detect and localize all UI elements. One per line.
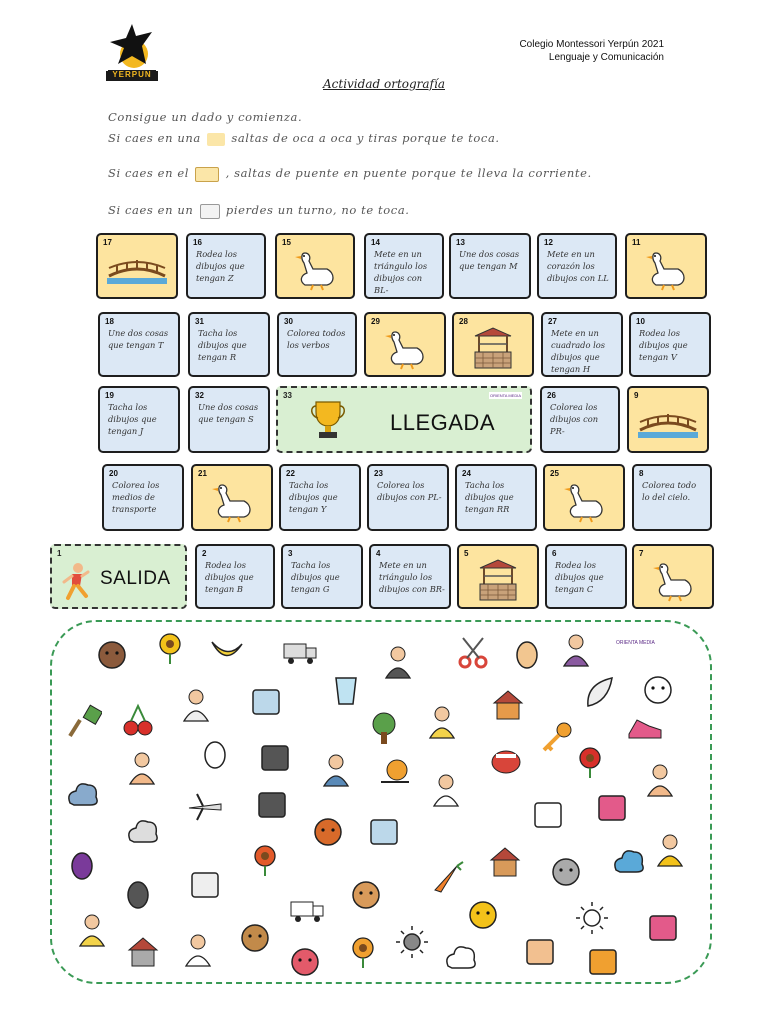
bananas-icon: [208, 634, 244, 670]
instruction-text: , saltas de puente en puente porque te lleva la corriente.: [225, 166, 592, 180]
dog-icon: [348, 877, 384, 913]
horse-icon: [237, 920, 273, 956]
instruction-line-1: Consigue un dado y comienza.: [108, 110, 303, 124]
cell-number: 2: [202, 549, 207, 558]
sunflower-icon: [152, 630, 188, 666]
cell-instruction: Tacha los dibujos que tengan RR: [465, 480, 514, 514]
board-cell-16: [186, 233, 266, 299]
cell-number: 8: [639, 469, 644, 478]
rose-icon: [572, 744, 608, 780]
cell-number: 1: [57, 549, 62, 558]
cell-number: 19: [105, 391, 114, 400]
chess-icon: [254, 787, 290, 823]
board-cell-9: [627, 386, 709, 453]
bench-icon: [585, 944, 621, 980]
board-cell-26: [540, 386, 620, 453]
cell-instruction: Colorea los dibujos con PR-: [550, 402, 599, 436]
paw-icon: [345, 934, 381, 970]
board-cell-20: [102, 464, 184, 531]
board-cell-30: [277, 312, 357, 377]
kitchen-icon: [248, 684, 284, 720]
cell-instruction: Mete en un triángulo los dibujos con BR-: [379, 560, 445, 594]
goose-icon: [207, 133, 225, 146]
rain-icon: [124, 814, 160, 850]
school-name: Colegio Montessori Yerpún 2021: [519, 39, 664, 50]
cell-instruction: Colorea todo lo del cielo.: [642, 480, 697, 502]
cell-number: 13: [456, 238, 465, 247]
writing-icon: [180, 932, 216, 968]
goose-icon: [381, 326, 429, 370]
cell-instruction: Mete en un cuadrado los dibujos que tengan H: [551, 328, 606, 374]
ant-icon: [287, 944, 323, 980]
cell-instruction: Rodea los dibujos que tengan V: [639, 328, 688, 362]
cell-instruction: Tacha los dibujos que tengan J: [108, 402, 157, 436]
car-icon: [289, 892, 325, 928]
eggs-icon: [509, 637, 545, 673]
window-icon: [366, 814, 402, 850]
cell-number: 9: [634, 391, 639, 400]
cell-number: 24: [462, 469, 471, 478]
shirt-icon: [522, 934, 558, 970]
instruction-text: Si caes en el: [108, 166, 190, 180]
squirrel-icon: [310, 814, 346, 850]
llegada-box: [276, 386, 532, 453]
pianist-icon: [380, 644, 416, 680]
board-cell-28: [452, 312, 534, 377]
bridge-icon: [107, 254, 167, 284]
runner-icon: [60, 562, 92, 602]
cell-number: 15: [282, 238, 291, 247]
board-cell-6: [545, 544, 627, 609]
cell-number: 26: [547, 391, 556, 400]
sun-icon: [574, 900, 610, 936]
activity-title: Actividad ortografía: [322, 77, 445, 91]
fairy-icon: [424, 704, 460, 740]
wind-icon: [64, 777, 100, 813]
board-cell-15: [275, 233, 355, 299]
mouth-icon: [488, 744, 524, 780]
cell-number: 11: [632, 238, 641, 247]
well-icon: [200, 204, 220, 219]
board-cell-4: [369, 544, 451, 609]
cell-number: 22: [286, 469, 295, 478]
cell-number: 21: [198, 469, 207, 478]
instruction-line-2: [108, 131, 500, 146]
cell-number: 25: [550, 469, 559, 478]
board-cell-8: [632, 464, 712, 531]
field-icon: [187, 867, 223, 903]
arm-icon: [642, 762, 678, 798]
logo-text: YERPUN: [112, 70, 152, 79]
cow-icon: [640, 672, 676, 708]
cell-instruction: Colorea los dibujos con PL-: [377, 480, 442, 502]
key-icon: [538, 720, 574, 756]
cell-instruction: Une dos cosas que tengan T: [108, 328, 169, 350]
twins-icon: [318, 752, 354, 788]
cat-icon: [465, 897, 501, 933]
watch-icon: [394, 924, 430, 960]
board-cell-13: [449, 233, 531, 299]
truck-icon: [282, 634, 318, 670]
goose-icon: [208, 479, 256, 523]
board-cell-24: [455, 464, 537, 531]
board-cell-32: [188, 386, 270, 453]
goose-icon: [642, 247, 690, 291]
scooter-icon: [530, 797, 566, 833]
instruction-line-3: [108, 166, 592, 182]
instruction-text: pierdes un turno, no te toca.: [225, 203, 410, 217]
cell-number: 16: [193, 238, 202, 247]
glass-icon: [328, 672, 364, 708]
subject-name: Lenguaje y Comunicación: [548, 52, 664, 63]
cell-number: 23: [374, 469, 383, 478]
board-cell-10: [629, 312, 711, 377]
cell-instruction: Tacha los dibujos que tengan Y: [289, 480, 338, 514]
cell-instruction: Une dos cosas que tengan M: [459, 249, 520, 271]
reader-icon: [178, 687, 214, 723]
cell-number: 4: [376, 549, 381, 558]
donkey-icon: [94, 637, 130, 673]
board-cell-5: [457, 544, 539, 609]
eggplant-icon: [64, 848, 100, 884]
cell-instruction: Tacha los dibujos que tengan G: [291, 560, 340, 594]
trophy-icon: [308, 398, 348, 442]
board-cell-31: [188, 312, 270, 377]
cell-number: 28: [459, 317, 468, 326]
board-cell-29: [364, 312, 446, 377]
cell-instruction: Rodea los dibujos que tengan Z: [196, 249, 245, 283]
board-cell-11: [625, 233, 707, 299]
salida-label: SALIDA: [100, 568, 171, 589]
instruction-text: Si caes en un: [108, 203, 194, 217]
llegada-label: LLEGADA: [390, 410, 495, 435]
orienta-badge-2: ORIENTA MEDIA: [616, 640, 655, 646]
well-icon: [469, 326, 517, 370]
cell-number: 18: [105, 317, 114, 326]
cell-number: 6: [552, 549, 557, 558]
house-icon: [490, 687, 526, 723]
tower-icon: [125, 934, 161, 970]
cherries-icon: [120, 702, 156, 738]
village-icon: [487, 844, 523, 880]
cell-number: 33: [283, 391, 292, 400]
cell-number: 5: [464, 549, 469, 558]
waterfall-icon: [610, 844, 646, 880]
cell-instruction: Colorea los medios de transporte: [112, 480, 160, 514]
scissors-icon: [455, 634, 491, 670]
tutor-icon: [428, 772, 464, 808]
cloud-icon: [442, 940, 478, 976]
cell-instruction: Colorea todos los verbos: [287, 328, 346, 350]
girl-icon: [124, 750, 160, 786]
cell-number: 17: [103, 238, 112, 247]
necklace-icon: [120, 877, 156, 913]
cell-instruction: Mete en un triángulo los dibujos con BL-: [374, 249, 428, 295]
board-cell-14: [364, 233, 444, 299]
carrot-icon: [429, 860, 465, 896]
board-cell-17: [96, 233, 178, 299]
well-icon: [474, 558, 522, 602]
bonfire-icon: [247, 842, 283, 878]
rabbit-icon: [548, 854, 584, 890]
board-cell-21: [191, 464, 273, 531]
cell-number: 27: [548, 317, 557, 326]
instruction-text: Si caes en una: [108, 131, 201, 145]
cell-number: 14: [371, 238, 380, 247]
cell-instruction: Rodea los dibujos que tengan B: [205, 560, 254, 594]
paintbrush-icon: [66, 702, 102, 738]
goose-icon: [649, 558, 697, 602]
instruction-text: saltas de oca a oca y tiras porque te toca.: [231, 131, 500, 145]
cell-instruction: Une dos cosas que tengan S: [198, 402, 259, 424]
cell-number: 20: [109, 469, 118, 478]
board-cell-25: [543, 464, 625, 531]
shoe-icon: [627, 710, 663, 746]
board-cell-18: [98, 312, 180, 377]
cell-instruction: Mete en un corazón los dibujos con LL: [547, 249, 609, 283]
cell-number: 12: [544, 238, 553, 247]
cell-number: 7: [639, 549, 644, 558]
bridge-icon: [195, 167, 219, 182]
anvil-icon: [257, 740, 293, 776]
cell-instruction: Tacha los dibujos que tengan R: [198, 328, 247, 362]
board-cell-3: [281, 544, 363, 609]
cell-number: 30: [284, 317, 293, 326]
board-cell-23: [367, 464, 449, 531]
cell-number: 29: [371, 317, 380, 326]
egg-fried-icon: [197, 737, 233, 773]
tree-icon: [366, 710, 402, 746]
board-cell-22: [279, 464, 361, 531]
angel-icon: [74, 912, 110, 948]
cell-instruction: Rodea los dibujos que tengan C: [555, 560, 604, 594]
goose-icon: [560, 479, 608, 523]
board-cell-2: [195, 544, 275, 609]
cell-number: 10: [636, 317, 645, 326]
bridge-icon: [638, 408, 698, 438]
woman-icon: [558, 632, 594, 668]
gift-icon: [594, 790, 630, 826]
orienta-badge: ORIENTA MEDIA: [489, 393, 521, 398]
board-cell-12: [537, 233, 617, 299]
cell-number: 3: [288, 549, 293, 558]
feather-icon: [582, 674, 618, 710]
cell-number: 31: [195, 317, 204, 326]
cell-number: 32: [195, 391, 204, 400]
snail-icon: [377, 752, 413, 788]
plane-icon: [187, 790, 223, 826]
candles-icon: [645, 910, 681, 946]
salida-box: [50, 544, 187, 609]
school-info: [519, 38, 664, 64]
board-cell-27: [541, 312, 623, 377]
board-cell-19: [98, 386, 180, 453]
goose-icon: [291, 247, 339, 291]
board-cell-7: [632, 544, 714, 609]
giraffe-icon: [652, 832, 688, 868]
instruction-line-4: [108, 203, 410, 219]
